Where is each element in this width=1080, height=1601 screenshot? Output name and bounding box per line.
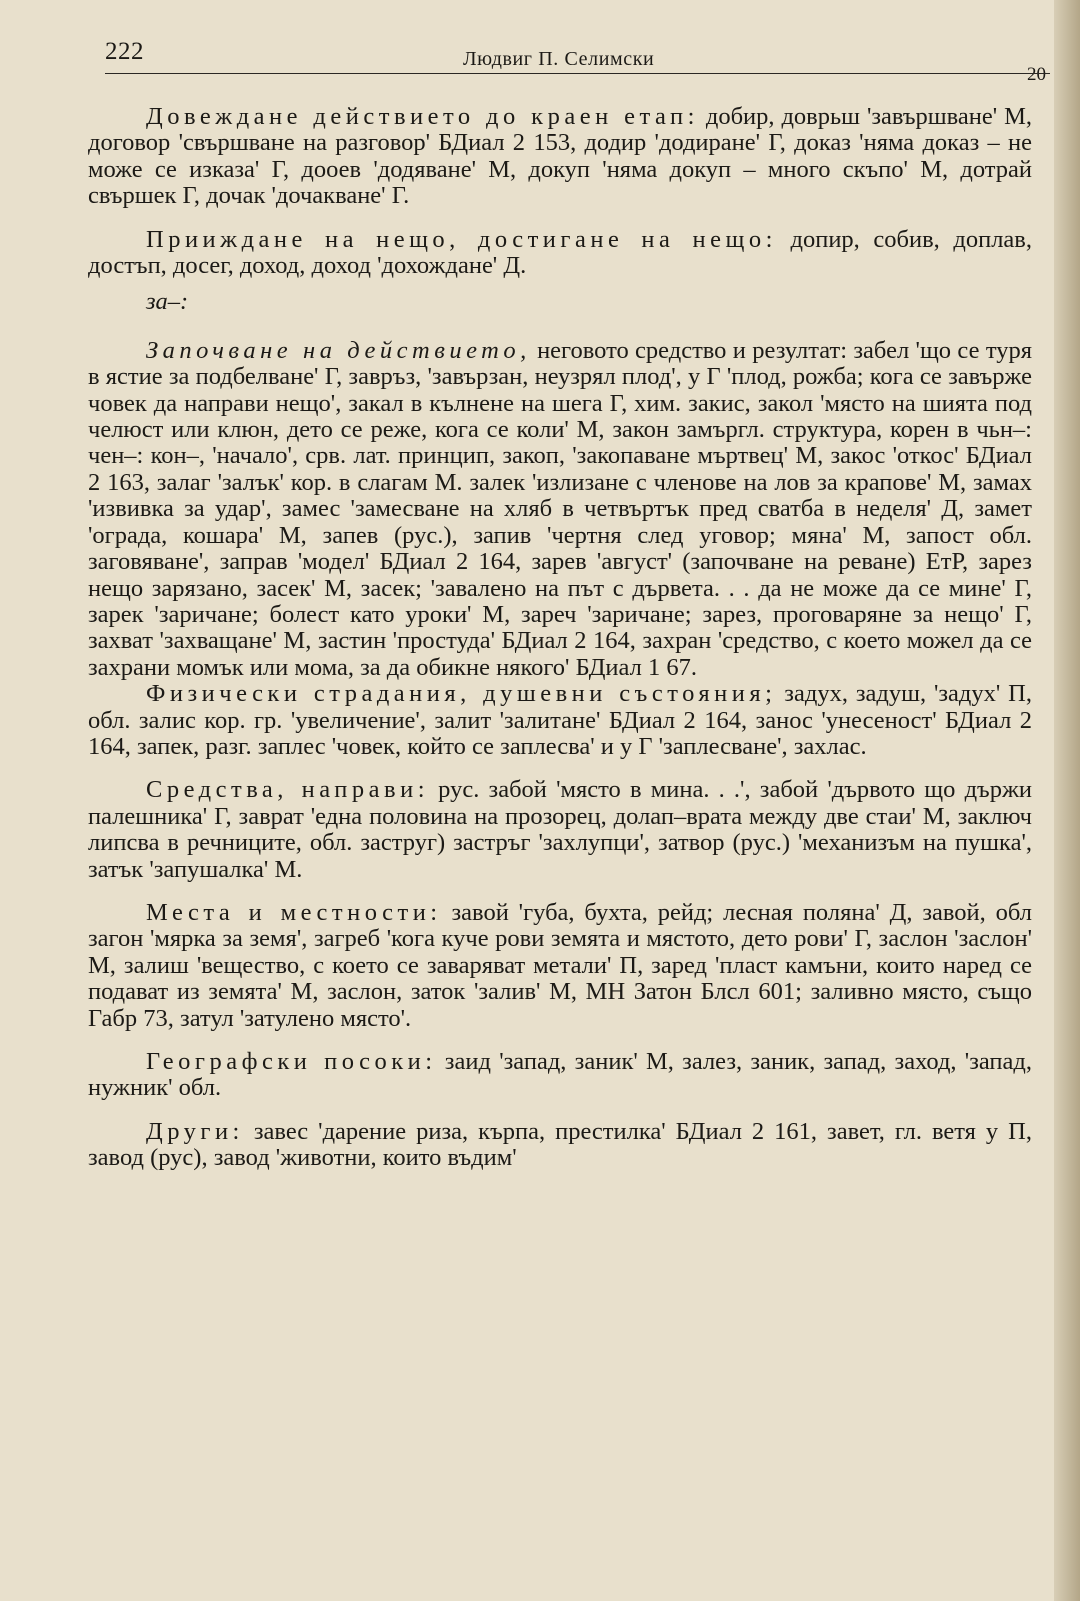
prefix-label: за–: [146, 288, 189, 316]
paragraph [88, 1119, 1032, 1172]
paragraph [88, 338, 1032, 681]
section-heading: Географски посоки: [146, 1048, 437, 1075]
paragraph-body: задух, задуш, 'задух' П, обл. залис кор. гр. 'увеличение', залит 'залитане' БДиал 2 164, занос 'унесеност' БДиал 2 164, запек, разг. заплес 'човек, който се заплесва' и у Г 'заплесване', захлас. [88, 680, 1032, 760]
paragraph [88, 900, 1032, 1032]
page-edge [1054, 0, 1080, 1601]
paragraph-body: завес 'дарение риза, кърпа, престилка' БДиал 2 161, завет, гл. ветя у П, завод (рус), завод 'животни, които въдим' [88, 1117, 1032, 1172]
paragraph-body: неговото средство и резултат: забел 'що се туря в ястие за подбелване' Г, завръз, 'завързан, неузрял плод', у Г 'плод, рожба; кога се завърже човек да направи нещо', закал в кълнене на шега Г, хим. закис, закол 'място на шията под челюст или клюн, дето се реже, кога се коли' М, закон замъргл. структура, корен в чьн–: чен–: кон–, 'начало', срв. лат. принцип, закоп, 'закопаване мъртвец' М, закос 'откос' БДиал 2 163, залаг 'залък' кор. в слагам М. залек 'излизане с членове на лов за крапове' М, замах 'извивка за удар', замес 'замесване на хляб в четвъртък пред сватба в неделя' Д, замет 'ограда, кошара' М, запев (рус.), запив 'чертня след уговор; мяна' М, запост обл. заговяване', заправ 'модел' БДиал 2 164, зарев 'август' (започване на реване) ЕтР, зарез нещо зарязано, засек' М, засек; 'завалено на път с дървета. . . да не може да се мине' Г, зарек 'заричане; болест като уроки' М, зареч 'заричане; зарез, проговаряне за нещо' Г, захват 'захващане' М, застин 'простуда' БДиал 2 164, захран 'средство, с което можел да се захрани момък или мома, за да обикне някого' БДиал 1 67. [88, 336, 1032, 681]
section-heading: Други: [146, 1117, 244, 1145]
section-heading: Места и местности: [146, 898, 442, 926]
edge-number: 20 [1027, 64, 1046, 85]
paragraph [88, 104, 1032, 210]
section-heading: Средства, направи: [146, 776, 429, 804]
paragraph-body: добир, доврьш 'завършване' М, договор 'свършване на разговор' БДиал 2 153, додир 'додиране' Г, доказ 'няма доказ – не може се изказа' Г, дооев 'додяване' М, докуп 'няма докуп – много скъпо' М, дотрай свършек Г, дочак 'дочакване' Г. [88, 103, 1032, 210]
paragraph [88, 777, 1032, 883]
section-heading: Физически страдания, душевни състояния; [146, 680, 777, 708]
page-number: 222 [105, 38, 144, 65]
paragraph-body: рус. забой 'място в мина. . .', забой 'дървото що държи палешника' Г, заврат 'една половина на прозорец, долап–врата между две стаи' М, заключ липсва в речниците, обл. заструг) застръг 'захлупци', затвор (рус.) 'механизъм на пушка', затък 'запушалка' М. [88, 776, 1032, 883]
main-text [88, 104, 1032, 1172]
header-rule [105, 73, 1050, 74]
section-heading: Прииждане на нещо, достигане на нещо: [146, 225, 777, 253]
paragraph [88, 681, 1032, 760]
section-heading: Довеждане действието до краен етап: [146, 103, 699, 130]
paragraph [88, 227, 1032, 280]
paragraph-body: завой 'губа, бухта, рейд; лесная поляна' Д, завой, обл загон 'мярка за земя', загреб 'кога куче рови земята и мястото, дето рови' Г, заслон 'заслон' М, залиш 'вещество, с което се заваряват метали' П, заред 'пласт камъни, които наред се подават из земята' М, заслон, заток 'залив' М, МН Затон Блсл 601; заливно място, също Габр 73, затул 'затулено място'. [88, 898, 1032, 1032]
section-heading: Започване на действието, [146, 336, 531, 364]
paragraph-body: заид 'запад, заник' М, залез, заник, запад, заход, 'запад, нужник' обл. [88, 1048, 1033, 1102]
paragraph-body: допир, собив, доплав, достъп, досег, доход, доход 'дохождане' Д. [88, 225, 1033, 280]
running-head: Людвиг П. Селимски [463, 48, 655, 70]
paragraph [88, 1049, 1032, 1102]
page-header [105, 38, 1050, 84]
